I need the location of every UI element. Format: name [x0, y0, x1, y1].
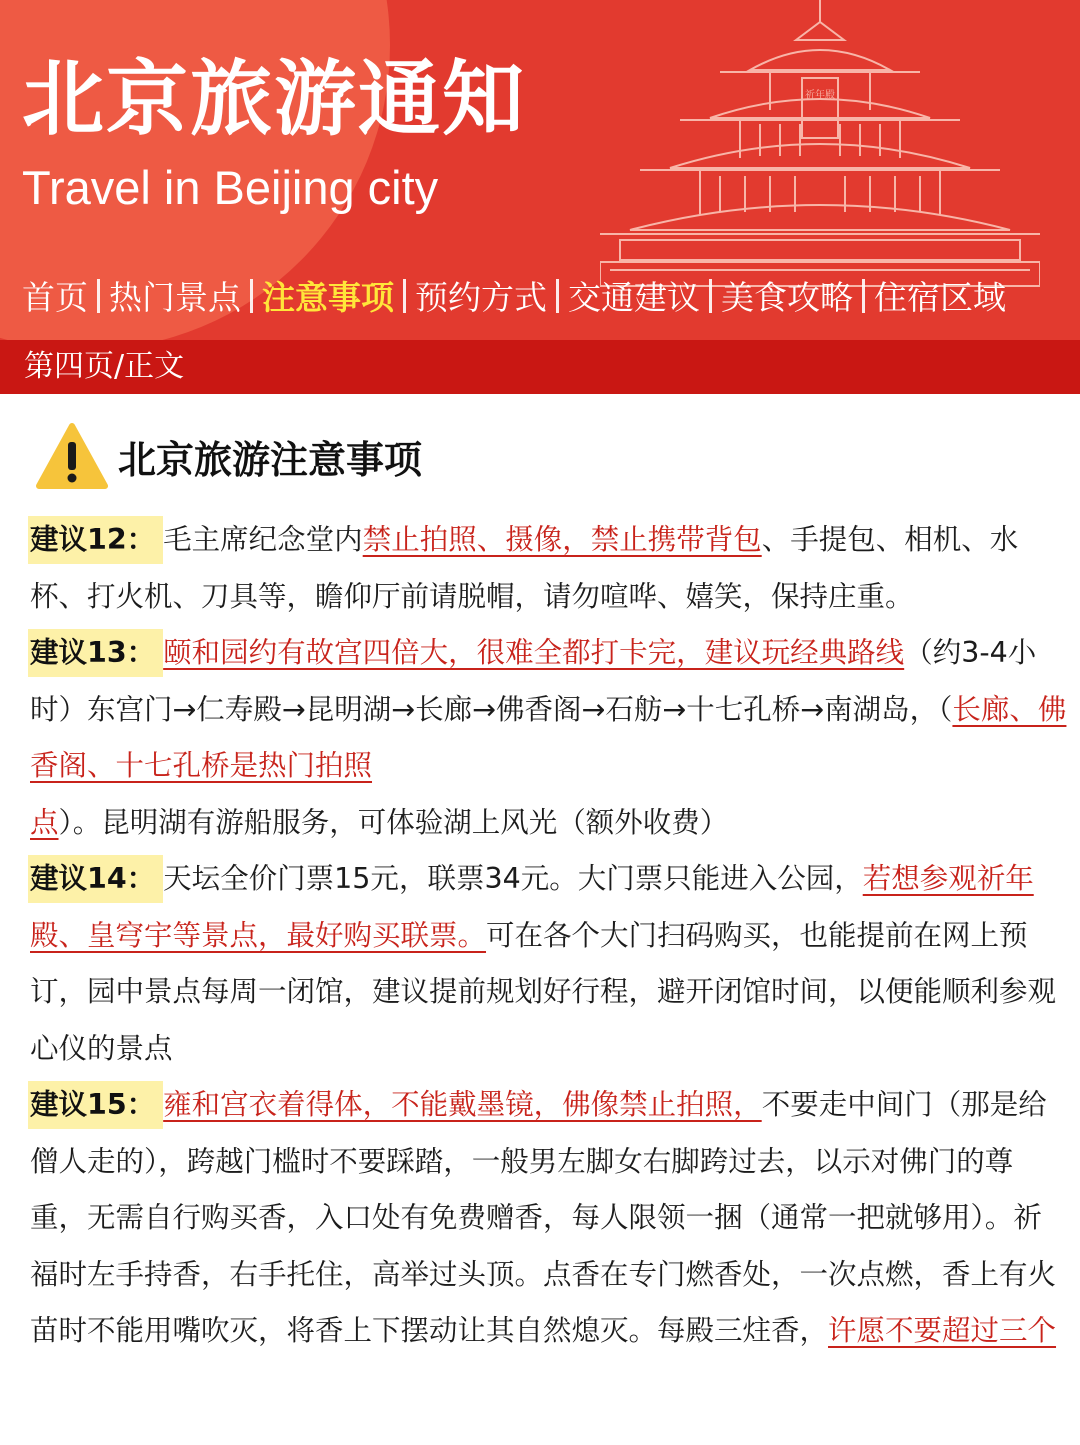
nav-item-hot-spots[interactable]: 热门景点: [109, 278, 241, 317]
tip-12: [30, 512, 1070, 625]
tip-text: 毛主席纪念堂内: [163, 523, 363, 556]
tip-highlight: 禁止拍照、摄像，禁止携带背包: [362, 523, 762, 556]
tip-highlight: 颐和园约有故宫四倍大，很难全都打卡完，建议玩经典路线: [163, 636, 905, 669]
nav-divider: [862, 279, 865, 313]
nav-divider: [709, 279, 712, 313]
page-title: 北京旅游通知: [22, 52, 527, 147]
nav-item-food[interactable]: 美食攻略: [721, 278, 853, 317]
section-title: 北京旅游注意事项: [118, 437, 423, 482]
nav-item-home[interactable]: 首页: [22, 278, 88, 317]
tip-text: 天坛全价门票15元，联票34元。大门票只能进入公园，: [163, 862, 863, 895]
section-heading: [36, 420, 422, 492]
tip-13: [30, 625, 1070, 851]
nav-item-notices[interactable]: 注意事项: [262, 278, 394, 317]
header-banner: [0, 0, 1080, 340]
nav-item-lodging[interactable]: 住宿区域: [874, 278, 1006, 317]
nav-item-transport[interactable]: 交通建议: [568, 278, 700, 317]
nav-item-booking[interactable]: 预约方式: [415, 278, 547, 317]
tip-highlight: 许愿不要超过三个: [828, 1314, 1057, 1347]
nav-divider: [556, 279, 559, 313]
nav-divider: [403, 279, 406, 313]
tip-highlight: 若想参观祈年殿、皇穹宇等景点，最好购买联票。: [30, 862, 1034, 952]
tip-label: 建议15：: [28, 1081, 163, 1129]
tip-label: 建议14：: [28, 855, 163, 903]
nav-divider: [97, 279, 100, 313]
top-nav: [18, 272, 1010, 319]
tip-text: 、手提包、相机、水杯、打火机、刀具等，瞻仰厅前请脱帽，请勿喧哗、嬉笑，保持庄重。: [30, 523, 1019, 613]
tip-highlight: 长廊、佛香阁、十七孔桥是热门拍照点: [30, 692, 1067, 839]
tip-text: （约3-4小时）东宫门→仁寿殿→昆明湖→长廊→佛香阁→石舫→十七孔桥→南湖岛，（: [30, 636, 1037, 726]
page-subtitle: Travel in Beijing city: [22, 161, 439, 214]
tip-label: 建议13：: [28, 629, 163, 677]
tip-15: [30, 1077, 1070, 1360]
temple-of-heaven-icon: [600, 0, 1040, 300]
svg-text:祈年殿: 祈年殿: [805, 90, 835, 101]
tip-14: [30, 851, 1070, 1077]
tip-text: ）。昆明湖有游船服务，可体验湖上风光（额外收费）: [58, 805, 729, 839]
tips-list: [30, 512, 1070, 1360]
tip-label: 建议12：: [28, 516, 163, 564]
tip-text: 可在各个大门扫码购买，也能提前在网上预订，园中景点每周一闭馆，建议提前规划好行程，避开闭馆时间，以便能顺利参观心仪的景点: [30, 918, 1057, 1065]
tip-text: 不要走中间门（那是给僧人走的），跨越门槛时不要踩踏，一般男左脚女右脚跨过去，以示对佛门的尊重，无需自行购买香，入口处有免费赠香，每人限领一捆（通常一把就够用）。祈福时左手持香，右手托住，高举过头顶。点香在专门燃香处，一次点燃，香上有火苗时不能用嘴吹灭，将香上下摆动让其自然熄灭。每殿三炷香，: [30, 1088, 1057, 1347]
nav-divider: [250, 279, 253, 313]
tip-highlight: 雍和宫衣着得体，不能戴墨镜，佛像禁止拍照，: [163, 1088, 762, 1121]
warning-icon: [36, 422, 108, 490]
page-indicator: 第四页/正文: [0, 340, 1080, 394]
